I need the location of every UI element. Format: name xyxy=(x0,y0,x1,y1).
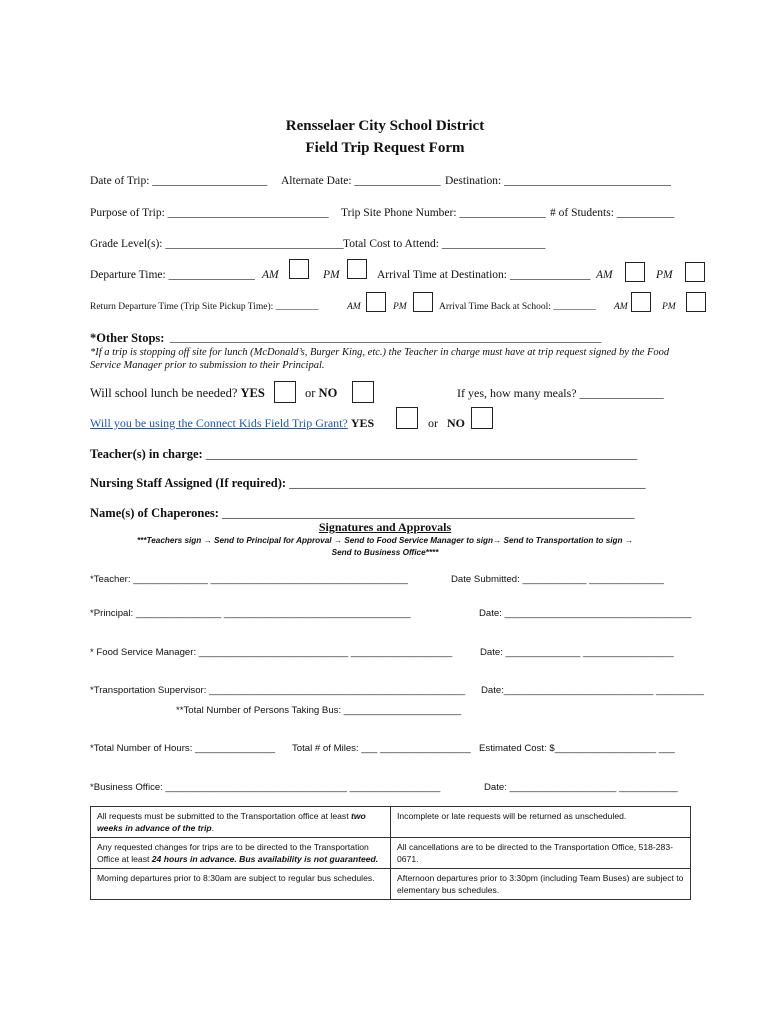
table-cell xyxy=(91,838,391,869)
arrival-pm-checkbox[interactable] xyxy=(685,262,705,282)
other-stops-input[interactable]: ___________________________________________________________________________ xyxy=(170,332,602,344)
total-cost-field[interactable]: Total Cost to Attend: __________________ xyxy=(343,238,546,250)
grant-no-label: NO xyxy=(447,416,465,430)
chaperones-label: Name(s) of Chaperones: xyxy=(90,506,219,520)
transport-date-field[interactable]: Date:____________________________ _________ xyxy=(481,685,705,696)
table-row xyxy=(91,838,691,869)
table-cell: All cancellations are to be directed to the Transportation Office, 518-283-0671. xyxy=(391,838,691,869)
lunch-yes-label: YES xyxy=(240,386,265,400)
num-students-field[interactable]: # of Students: __________ xyxy=(550,207,675,219)
lunch-no-checkbox[interactable] xyxy=(352,381,374,403)
transportation-rules-table xyxy=(90,806,691,900)
return-pm-label: PM xyxy=(393,302,407,312)
principal-date-field[interactable]: Date: ___________________________________ xyxy=(479,608,692,619)
return-am-checkbox[interactable] xyxy=(366,292,386,312)
food-service-date-field[interactable]: Date: ______________ _________________ xyxy=(480,647,674,658)
lunch-question: Will school lunch be needed? xyxy=(90,386,238,400)
grade-levels-field[interactable]: Grade Level(s): _______________________________ xyxy=(90,238,344,250)
teachers-input[interactable]: _____________________________________________________________________ xyxy=(205,447,638,461)
business-office-signature-field[interactable]: *Business Office: __________________________________ _________________ xyxy=(90,782,441,793)
cell-text: . xyxy=(211,823,215,833)
arrival-am-label: AM xyxy=(596,269,613,281)
arrival-am-checkbox[interactable] xyxy=(625,262,645,282)
estimated-cost-field[interactable]: Estimated Cost: $___________________ ___ xyxy=(479,743,675,754)
date-of-trip-field[interactable]: Date of Trip: ____________________ xyxy=(90,175,268,187)
grant-link[interactable]: Will you be using the Connect Kids Field Trip Grant? xyxy=(90,416,348,430)
table-cell: Afternoon departures prior to 3:30pm (including Team Buses) are subject to elementary bus schedules. xyxy=(391,869,691,900)
meals-count-field[interactable]: If yes, how many meals? ______________ xyxy=(457,386,664,400)
cell-text: Any requested changes for trips are to be directed to the Transportation Office at least xyxy=(97,842,369,864)
table-cell: Morning departures prior to 8:30am are subject to regular bus schedules. xyxy=(91,869,391,900)
chaperones-input[interactable]: __________________________________________________________________ xyxy=(222,506,635,520)
return-pm-checkbox[interactable] xyxy=(413,292,433,312)
arrival-destination-field[interactable]: Arrival Time at Destination: ______________ xyxy=(377,269,591,281)
return-departure-field[interactable]: Return Departure Time (Trip Site Pickup Time): _________ xyxy=(90,302,319,312)
purpose-field[interactable]: Purpose of Trip: ____________________________ xyxy=(90,207,329,219)
table-cell xyxy=(91,807,391,838)
business-office-date-field[interactable]: Date: ____________________ ___________ xyxy=(484,782,678,793)
teacher-date-field[interactable]: Date Submitted: ____________ ______________ xyxy=(451,574,664,585)
grant-yes-label: YES xyxy=(350,416,375,430)
principal-signature-field[interactable]: *Principal: ________________ ___________________________________ xyxy=(90,608,411,619)
table-row xyxy=(91,807,691,838)
departure-am-label: AM xyxy=(262,269,279,281)
site-phone-field[interactable]: Trip Site Phone Number: _______________ xyxy=(341,207,546,219)
grant-no-checkbox[interactable] xyxy=(471,407,493,429)
return-am-label: AM xyxy=(347,302,361,312)
nursing-input[interactable]: _________________________________________________________ xyxy=(289,476,646,490)
alternate-date-field[interactable]: Alternate Date: _______________ xyxy=(281,175,441,187)
other-stops-label: *Other Stops: xyxy=(90,331,165,345)
teacher-signature-field[interactable]: *Teacher: ______________ _____________________________________ xyxy=(90,574,408,585)
grant-yes-checkbox[interactable] xyxy=(396,407,418,429)
school-am-checkbox[interactable] xyxy=(631,292,651,312)
departure-am-checkbox[interactable] xyxy=(289,259,309,279)
table-cell: Incomplete or late requests will be returned as unscheduled. xyxy=(391,807,691,838)
arrival-school-field[interactable]: Arrival Time Back at School: _________ xyxy=(439,302,597,312)
form-district-title: Rensselaer City School District xyxy=(285,118,485,134)
departure-pm-checkbox[interactable] xyxy=(347,259,367,279)
total-hours-field[interactable]: *Total Number of Hours: _______________ xyxy=(90,743,276,754)
nursing-label: Nursing Staff Assigned (If required): xyxy=(90,476,287,490)
persons-bus-field[interactable]: **Total Number of Persons Taking Bus: ______________________ xyxy=(176,705,462,716)
cell-text: All requests must be submitted to the Transportation office at least xyxy=(97,811,349,821)
routing-instructions-2: Send to Business Office**** xyxy=(331,548,439,557)
destination-field[interactable]: Destination: _____________________________ xyxy=(445,175,671,187)
departure-time-field[interactable]: Departure Time: _______________ xyxy=(90,269,255,281)
departure-pm-label: PM xyxy=(323,269,340,281)
school-pm-label: PM xyxy=(662,302,676,312)
cell-emphasis: 24 hours in advance. Bus availability is not guaranteed. xyxy=(151,854,379,864)
school-am-label: AM xyxy=(614,302,628,312)
arrival-pm-label: PM xyxy=(656,269,673,281)
routing-instructions-1: ***Teachers sign → Send to Principal for Approval → Send to Food Service Manager to sign→ Send to Transportation to sign → xyxy=(136,536,634,545)
lunch-or-label: or xyxy=(305,386,316,400)
grant-or-label: or xyxy=(428,416,438,430)
form-title: Field Trip Request Form xyxy=(305,140,465,156)
total-miles-field[interactable]: Total # of Miles: ___ _________________ xyxy=(292,743,471,754)
teachers-label: Teacher(s) in charge: xyxy=(90,447,203,461)
table-row xyxy=(91,869,691,900)
school-pm-checkbox[interactable] xyxy=(686,292,706,312)
signatures-heading: Signatures and Approvals xyxy=(318,520,452,534)
lunch-yes-checkbox[interactable] xyxy=(274,381,296,403)
lunch-no-label: NO xyxy=(318,386,338,400)
other-stops-note: *If a trip is stopping off site for lunch (McDonald’s, Burger King, etc.) the Teacher in charge must have at trip request signed by the Food Service Manager prior to submission to their Principal. xyxy=(90,347,670,371)
transport-signature-field[interactable]: *Transportation Supervisor: ________________________________________________ xyxy=(90,685,466,696)
cell-emphasis: two weeks in advance of the trip xyxy=(97,811,366,833)
food-service-signature-field[interactable]: * Food Service Manager: ____________________________ ___________________ xyxy=(90,647,453,658)
